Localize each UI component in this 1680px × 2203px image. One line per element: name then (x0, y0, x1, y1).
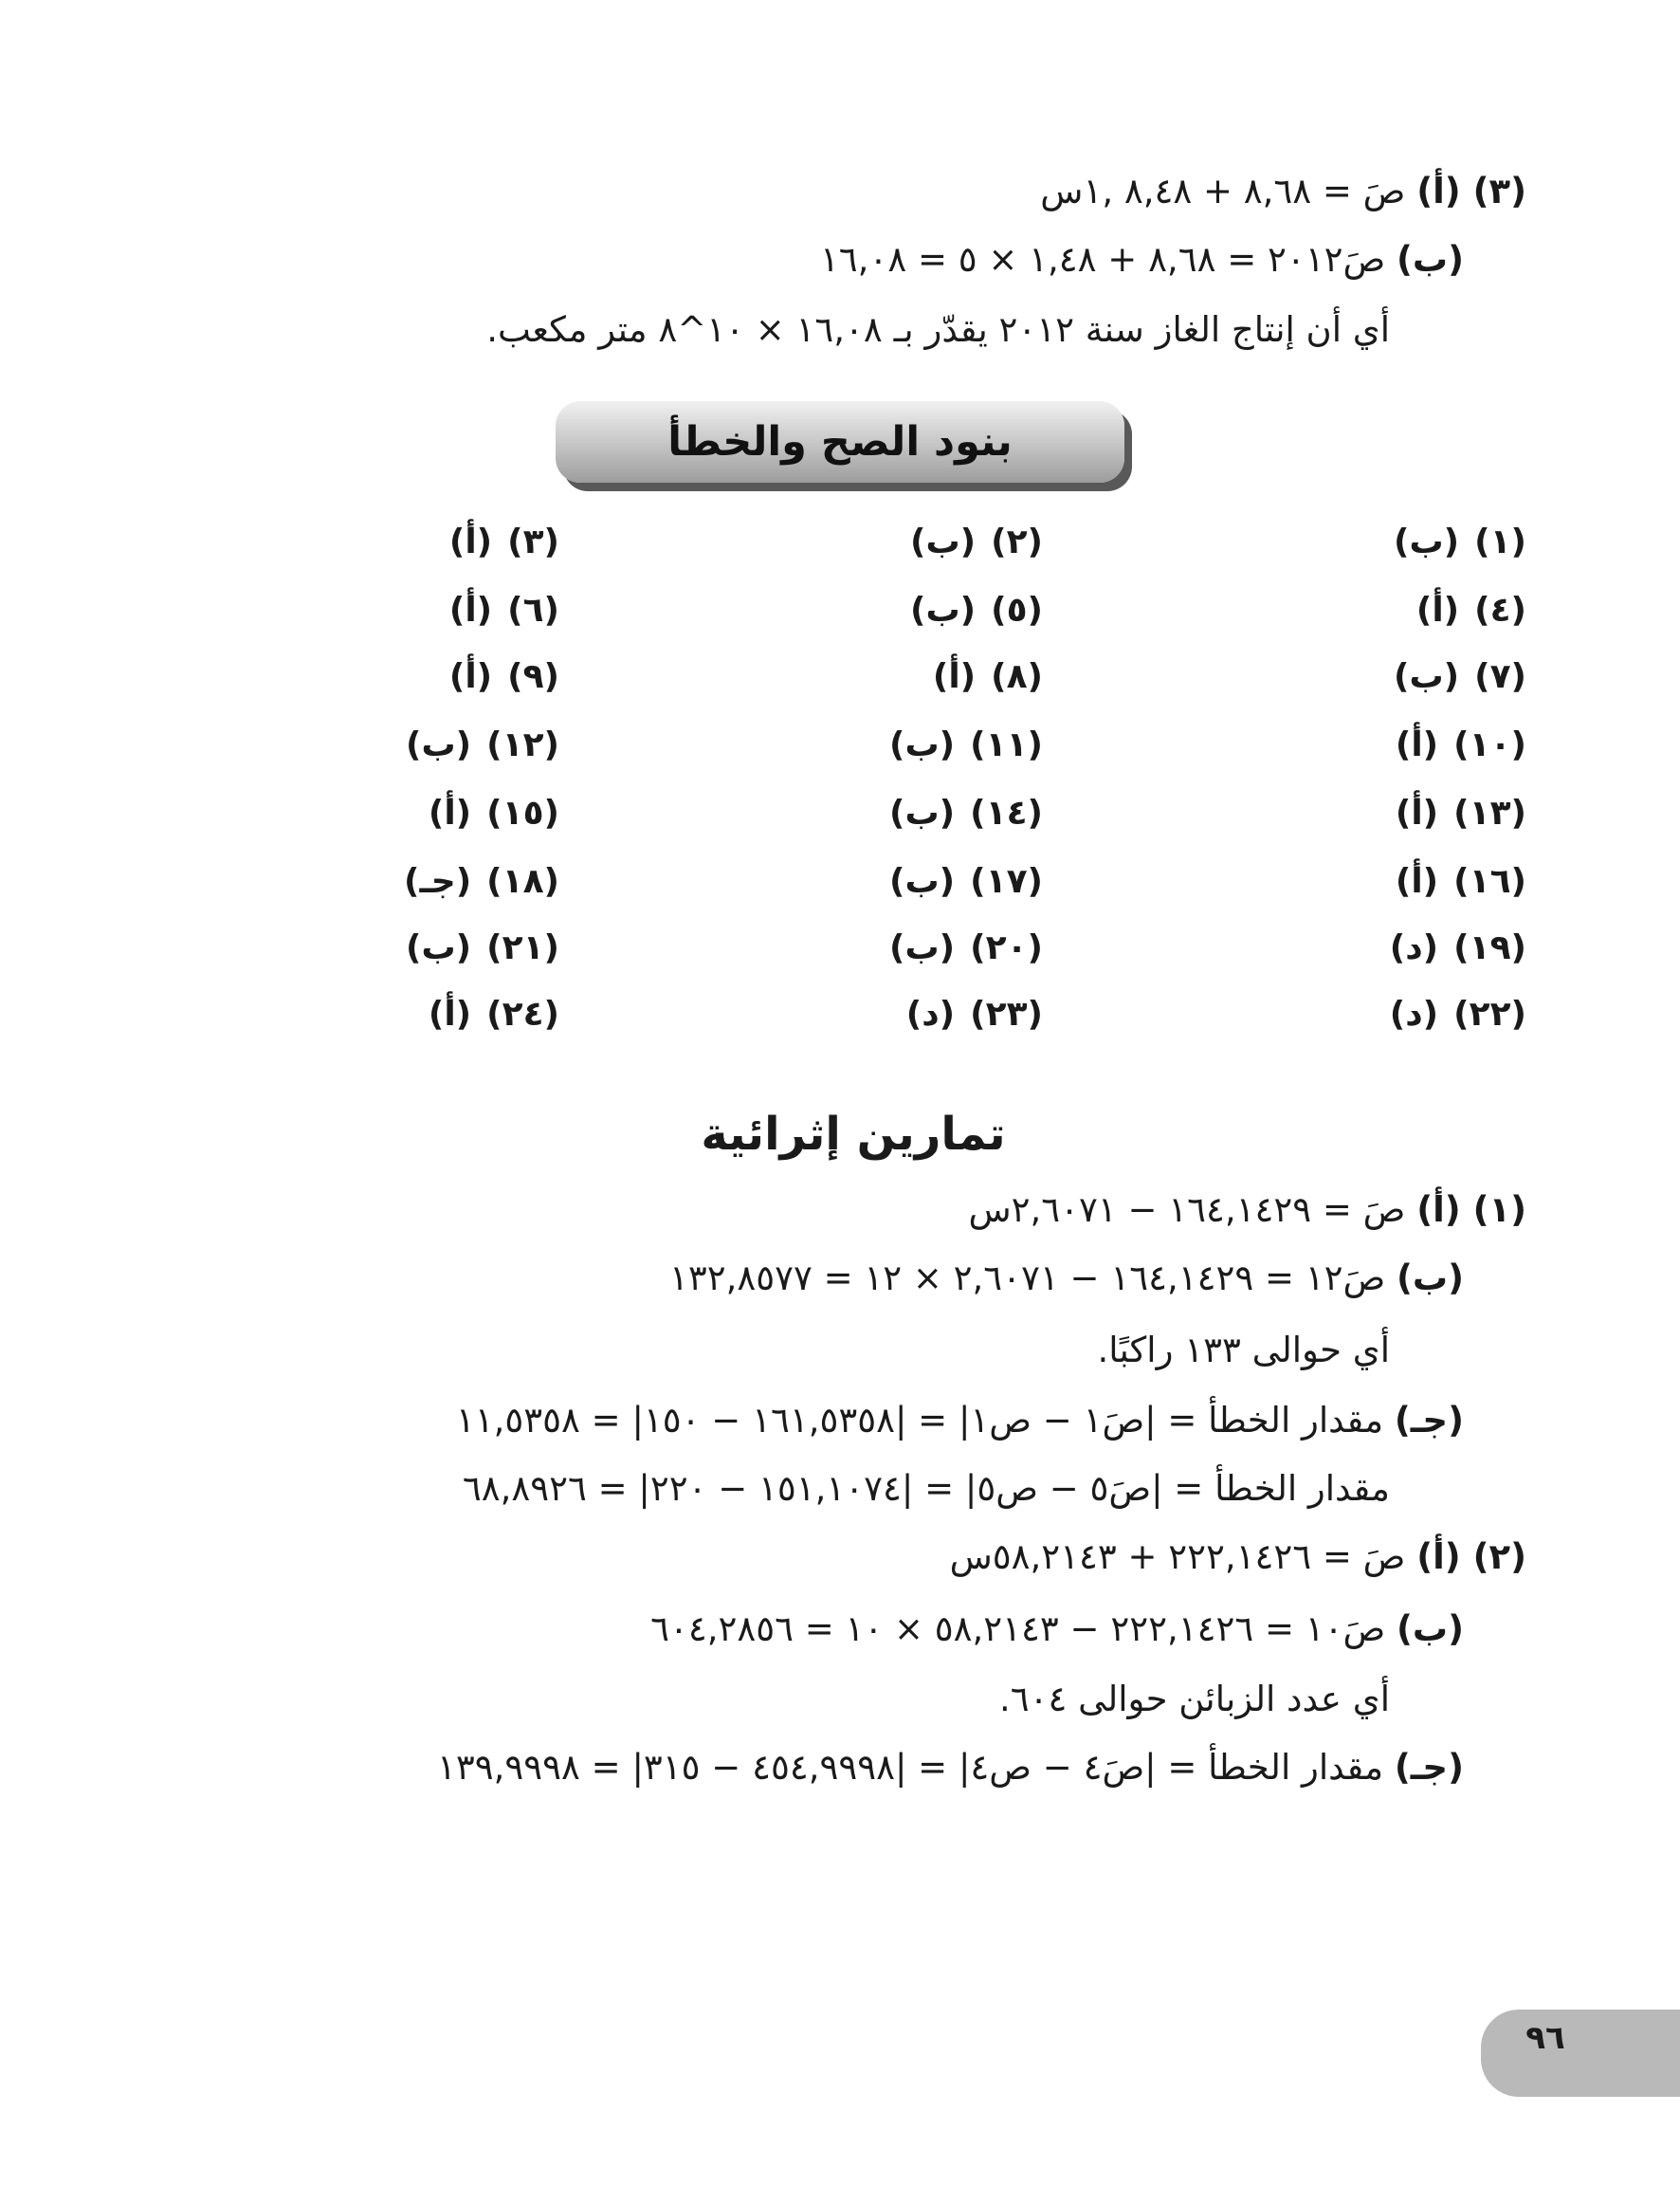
equation-text: صَ٢٠١٢ = ٨,٦٨ + ١,٤٨ × ٥ = ١٦,٠٨ (819, 239, 1386, 280)
tf-choice: (أ) (448, 591, 493, 630)
tf-choice: (ب) (889, 862, 956, 901)
equation-text: مقدار الخطأ = |صَ٥ − ص٥| = |١٥١,١٠٧٤ − ٢٢٠| = ٦٨,٨٩٢٦ (462, 1468, 1390, 1509)
equation-text: مقدار الخطأ = |صَ١ − ص١| = |١٦١,٥٣٥٨ − ١٥٠| = ١١,٥٣٥٨ (455, 1400, 1384, 1441)
tf-choice: (د) (1389, 995, 1439, 1034)
tf-number: (٢) (991, 523, 1043, 561)
tf-answer (1394, 518, 1526, 567)
tf-choice: (أ) (1395, 862, 1439, 901)
tf-number: (١٢) (486, 725, 559, 764)
tf-choice: (أ) (1395, 725, 1439, 764)
tf-answer (906, 990, 1043, 1039)
tf-answer (1394, 652, 1526, 702)
tf-answer (889, 924, 1043, 973)
tf-answer (406, 721, 559, 770)
tf-number: (١٥) (486, 794, 559, 833)
tf-choice: (أ) (448, 523, 493, 561)
tf-answer (449, 518, 559, 567)
item-label: (٣) (أ) (1416, 171, 1526, 211)
tf-answer (933, 652, 1043, 702)
equation-text: صَ١٢ = ١٦٤,١٤٢٩ − ٢,٦٠٧١ × ١٢ = ١٣٢,٨٥٧٧ (668, 1258, 1386, 1298)
answer-line (820, 235, 1464, 285)
tf-answer (1416, 586, 1526, 635)
item-label: (جـ) (1394, 1400, 1464, 1441)
tf-choice: (أ) (428, 995, 472, 1034)
answer-line (968, 1185, 1526, 1235)
tf-number: (٢٢) (1453, 995, 1526, 1034)
tf-answer (910, 518, 1043, 567)
tf-number: (١٠) (1453, 725, 1526, 764)
tf-answer (429, 990, 559, 1039)
tf-choice: (ب) (910, 591, 977, 630)
tf-number: (١١) (970, 725, 1043, 764)
answer-line (486, 305, 1390, 355)
answer-line (669, 1254, 1464, 1303)
banner-title: بنود الصح والخطأ (667, 418, 1013, 466)
tf-number: (٤) (1474, 591, 1526, 630)
item-label: (٢) (أ) (1416, 1536, 1526, 1577)
tf-answer (889, 857, 1043, 907)
tf-number: (٧) (1474, 657, 1526, 696)
tf-number: (٢٠) (970, 928, 1043, 967)
tf-answer (1390, 990, 1526, 1039)
tf-choice: (أ) (448, 657, 493, 696)
tf-answer (404, 857, 559, 907)
tf-choice: (أ) (1415, 591, 1460, 630)
answer-line (999, 1675, 1390, 1724)
section-banner (556, 401, 1124, 483)
tf-answer (1396, 789, 1526, 838)
answer-line (1040, 167, 1526, 216)
item-label: (١) (أ) (1416, 1189, 1526, 1230)
tf-number: (١٩) (1453, 928, 1526, 967)
tf-number: (٣) (507, 523, 559, 561)
tf-number: (١٣) (1453, 794, 1526, 833)
tf-number: (٦) (507, 591, 559, 630)
tf-choice: (ب) (406, 725, 472, 764)
answer-line (1097, 1326, 1390, 1375)
tf-choice: (د) (905, 995, 956, 1034)
tf-choice: (أ) (932, 657, 977, 696)
tf-choice: (ب) (889, 794, 956, 833)
item-label: (ب) (1396, 1608, 1464, 1649)
tf-answer (1396, 721, 1526, 770)
tf-choice: (ب) (1394, 657, 1460, 696)
item-label: (ب) (1396, 1258, 1464, 1298)
explanation-text: أي عدد الزبائن حوالى ٦٠٤. (998, 1679, 1390, 1719)
tf-choice: (ب) (889, 725, 956, 764)
equation-text: صَ = ٨,٦٨ + ٨,٤٨ ,١س (1040, 171, 1406, 211)
answer-line (456, 1396, 1464, 1445)
equation-text: صَ = ١٦٤,١٤٢٩ − ٢,٦٠٧١س (968, 1189, 1406, 1230)
section-heading: تمارين إثرائية (701, 1108, 1006, 1161)
tf-number: (١٧) (970, 862, 1043, 901)
tf-answer (449, 652, 559, 702)
page-number: ٩٦ (1525, 2019, 1565, 2057)
tf-number: (٨) (991, 657, 1043, 696)
tf-choice: (ب) (910, 523, 977, 561)
tf-number: (١) (1474, 523, 1526, 561)
tf-number: (٢٣) (970, 995, 1043, 1034)
tf-answer (889, 789, 1043, 838)
tf-answer (1396, 857, 1526, 907)
tf-number: (٥) (991, 591, 1043, 630)
tf-choice: (جـ) (403, 862, 472, 901)
tf-answer (429, 789, 559, 838)
tf-choice: (ب) (406, 928, 472, 967)
tf-answer (406, 924, 559, 973)
answer-line (437, 1743, 1464, 1792)
tf-answer (910, 586, 1043, 635)
tf-number: (١٤) (970, 794, 1043, 833)
equation-text: صَ = ٢٢٢,١٤٢٦ + ٥٨,٢١٤٣س (949, 1536, 1406, 1577)
tf-answer (1390, 924, 1526, 973)
tf-number: (١٨) (486, 862, 559, 901)
item-label: (ب) (1396, 239, 1464, 280)
tf-answer (449, 586, 559, 635)
tf-number: (١٦) (1453, 862, 1526, 901)
tf-choice: (أ) (1395, 794, 1439, 833)
answer-line (650, 1605, 1464, 1654)
explanation-text: أي أن إنتاج الغاز سنة ٢٠١٢ يقدّر بـ ١٦,٠٨ × ١٠^٨ متر مكعب. (486, 309, 1390, 350)
explanation-text: أي حوالى ١٣٣ راكبًا. (1097, 1330, 1390, 1370)
item-label: (جـ) (1394, 1747, 1464, 1788)
tf-number: (٢١) (486, 928, 559, 967)
tf-choice: (ب) (1394, 523, 1460, 561)
tf-choice: (د) (1389, 928, 1439, 967)
answer-line (463, 1464, 1390, 1514)
tf-number: (٢٤) (486, 995, 559, 1034)
equation-text: صَ١٠ = ٢٢٢,١٤٢٦ − ٥٨,٢١٤٣ × ١٠ = ٦٠٤,٢٨٥٦ (650, 1608, 1386, 1649)
equation-text: مقدار الخطأ = |صَ٤ − ص٤| = |٤٥٤,٩٩٩٨ − ٣١٥| = ١٣٩,٩٩٩٨ (437, 1747, 1384, 1788)
tf-choice: (ب) (889, 928, 956, 967)
answer-line (950, 1533, 1526, 1582)
tf-choice: (أ) (428, 794, 472, 833)
tf-answer (889, 721, 1043, 770)
tf-number: (٩) (507, 657, 559, 696)
